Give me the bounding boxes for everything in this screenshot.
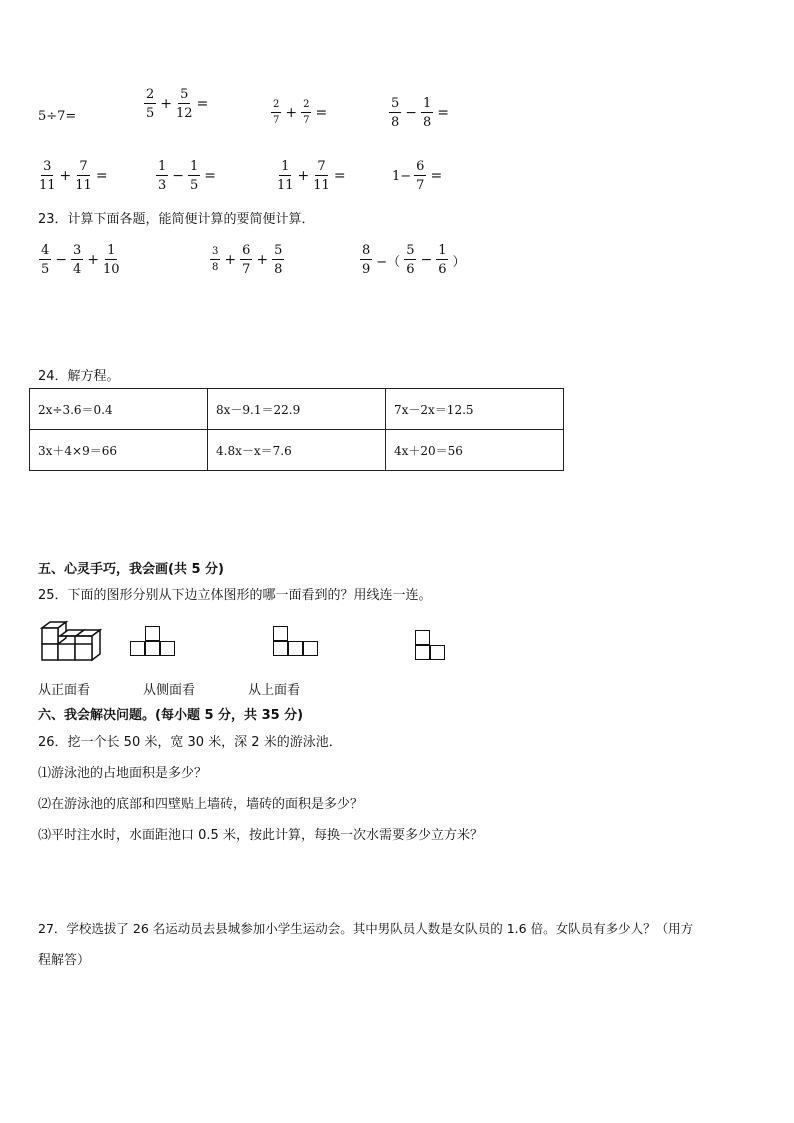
- fraction: $\frac{7}{11}$: [313, 159, 330, 193]
- q23-expr-1: $\frac{4}{5}$ − $\frac{3}{4}$ + $\frac{1}{10}$: [41, 243, 120, 277]
- equation-cell: 2x÷3.6＝0.4: [30, 389, 208, 430]
- fraction: $\frac{1}{5}$: [190, 159, 199, 193]
- expr-r2-1: $\frac{3}{11}$ + $\frac{7}{11}$ =: [39, 159, 108, 193]
- expr-r1-2: $\frac{2}{5}$ + $\frac{5}{12}$ =: [146, 87, 209, 121]
- fraction: $\frac{6}{7}$: [416, 159, 425, 193]
- expr-r2-2: $\frac{1}{3}$ − $\frac{1}{5}$ =: [158, 159, 217, 193]
- view-shape-1: [130, 626, 178, 658]
- fraction: $\frac{1}{10}$: [103, 243, 120, 277]
- fraction: $\frac{8}{9}$: [362, 243, 371, 277]
- equation-cell: 3x＋4×9＝66: [30, 430, 208, 471]
- q27-line-2: 程解答）: [38, 953, 91, 968]
- fraction: $\frac{3}{11}$: [39, 159, 56, 193]
- q26-part-3: ⑶平时注水时，水面距池口 0.5 米，按此计算，每换一次水需要多少立方米？: [38, 828, 483, 843]
- q23-expr-3: $\frac{8}{9}$ −（ $\frac{5}{6}$ − $\frac{1}{6}$ ）: [362, 243, 466, 277]
- q23-title: 23．计算下面各题，能简便计算的要简便计算．: [38, 212, 315, 227]
- fraction: $\frac{1}{6}$: [438, 243, 447, 277]
- section5-title: 五、心灵手巧，我会画(共 5 分): [38, 562, 224, 577]
- equation-cell: 4.8x－x＝7.6: [208, 430, 386, 471]
- section6-title: 六、我会解决问题。(每小题 5 分，共 35 分): [38, 708, 304, 723]
- fraction: $\frac{5}{8}$: [274, 243, 283, 277]
- equation-cell: 8x－9.1＝22.9: [208, 389, 386, 430]
- equation-cell: 7x－2x＝12.5: [386, 389, 564, 430]
- fraction: $\frac{1}{11}$: [277, 159, 294, 193]
- q26-part-1: ⑴游泳池的占地面积是多少？: [38, 766, 208, 781]
- fraction: $\frac{2}{5}$: [146, 87, 155, 121]
- expr-r2-4: 1− $\frac{6}{7}$ =: [392, 159, 443, 193]
- expr-r1-1: 5÷7=: [38, 109, 77, 124]
- fraction: $\frac{5}{12}$: [176, 87, 193, 121]
- fraction: $\frac{1}{3}$: [158, 159, 167, 193]
- q26-title: 26．挖一个长 50 米，宽 30 米，深 2 米的游泳池．: [38, 735, 342, 750]
- fraction: $\frac{2}{7}$: [273, 99, 280, 126]
- fraction: $\frac{3}{8}$: [212, 246, 219, 273]
- equation-table: [29, 388, 564, 471]
- table-row: [30, 389, 564, 430]
- fraction: $\frac{3}{4}$: [73, 243, 82, 277]
- solid-figure: [38, 618, 102, 662]
- view-label-top: 从上面看: [248, 683, 301, 698]
- view-label-side: 从侧面看: [143, 683, 196, 698]
- equation-cell: 4x＋20＝56: [386, 430, 564, 471]
- expr-r1-4: $\frac{5}{8}$ − $\frac{1}{8}$ =: [391, 96, 450, 130]
- view-label-front: 从正面看: [38, 683, 91, 698]
- table-row: [30, 430, 564, 471]
- q25-title: 25．下面的图形分别从下边立体图形的哪一面看到的？用线连一连。: [38, 588, 432, 603]
- expr-r2-3: $\frac{1}{11}$ + $\frac{7}{11}$ =: [277, 159, 346, 193]
- fraction: $\frac{4}{5}$: [41, 243, 50, 277]
- q24-title: 24．解方程。: [38, 369, 120, 384]
- fraction: $\frac{5}{6}$: [406, 243, 415, 277]
- expr-r1-3: $\frac{2}{7}$ + $\frac{2}{7}$ =: [273, 99, 328, 126]
- fraction: $\frac{1}{8}$: [423, 96, 432, 130]
- fraction: $\frac{2}{7}$: [303, 99, 310, 126]
- view-shape-3: [415, 630, 447, 664]
- q23-expr-2: $\frac{3}{8}$ + $\frac{6}{7}$ + $\frac{5}{8}$: [212, 243, 283, 277]
- fraction: $\frac{7}{11}$: [75, 159, 92, 193]
- fraction: $\frac{5}{8}$: [391, 96, 400, 130]
- fraction: $\frac{6}{7}$: [242, 243, 251, 277]
- view-shape-2: [273, 626, 321, 658]
- q27-line-1: 27．学校选拔了 26 名运动员去县城参加小学生运动会。其中男队员人数是女队员的 1.6 倍。女队员有多少人？（用方: [38, 921, 694, 936]
- q26-part-2: ⑵在游泳池的底部和四壁贴上墙砖，墙砖的面积是多少？: [38, 797, 364, 812]
